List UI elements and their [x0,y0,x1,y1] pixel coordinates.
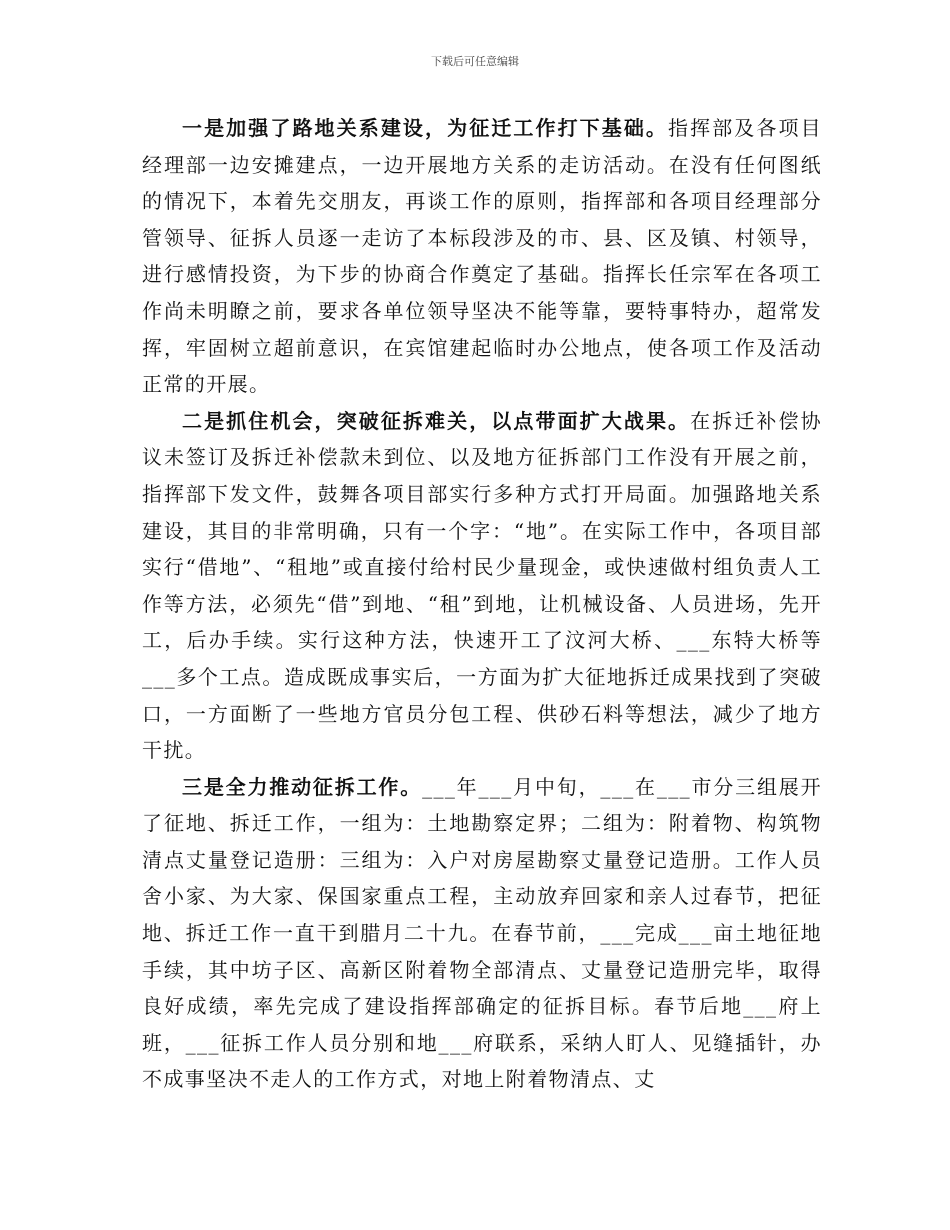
page-header-note: 下载后可任意编辑 [431,55,519,68]
paragraph-1 [142,110,822,403]
paragraph-3-heading: 三是全力推动征拆工作。 [182,774,423,799]
paragraph-1-text: 指挥部及各项目经理部一边安摊建点，一边开展地方关系的走访活动。在没有任何图纸的情况下，本着先交朋友，再谈工作的原则，指挥部和各项目经理部分管领导、征拆人员逐一走访了本标段涉及的市、县、区及镇、村领导，进行感情投资，为下步的协商合作奠定了基础。指挥长任宗军在各项工作尚未明瞭之前，要求各单位领导坚决不能等靠，要特事特办，超常发挥，牢固树立超前意识，在宾馆建起临时办公地点，使各项工作及活动正常的开展。 [142,116,822,397]
paragraph-2-heading: 二是抓住机会，突破征拆难关，以点带面扩大战果。 [182,408,691,433]
paragraph-2 [142,403,822,769]
document-body [142,110,822,1098]
paragraph-2-text: 在拆迁补偿协议未签订及拆迁补偿款未到位、以及地方征拆部门工作没有开展之前，指挥部下发文件，鼓舞各项目部实行多种方式打开局面。加强路地关系建设，其目的非常明确，只有一个字：“地”。在实际工作中，各项目部实行“借地”、“租地”或直接付给村民少量现金，或快速做村组负责人工作等方法，必须先“借”到地、“租”到地，让机械设备、人员进场，先开工，后办手续。实行这种方法，快速开工了汶河大桥、___东特大桥等___多个工点。造成既成事实后，一方面为扩大征地拆迁成果找到了突破口，一方面断了一些地方官员分包工程、供砂石料等想法，减少了地方干扰。 [142,408,823,763]
paragraph-3-text: ___年___月中旬，___在___市分三组展开了征地、拆迁工作，一组为：土地勘察定界；二组为：附着物、构筑物清点丈量登记造册：三组为：入户对房屋勘察丈量登记造册。工作人员舍小家、为大家、保国家重点工程，主动放弃回家和亲人过春节，把征地、拆迁工作一直干到腊月二十九。在春节前，___完成___亩土地征地手续，其中坊子区、高新区附着物全部清点、丈量登记造册完毕，取得良好成绩，率先完成了建设指挥部确定的征拆目标。春节后地___府上班，___征拆工作人员分别和地___府联系，采纳人盯人、见缝插针，办不成事坚决不走人的工作方式，对地上附着物清点、丈 [142,774,822,1092]
paragraph-3 [142,769,822,1098]
paragraph-1-heading: 一是加强了路地关系建设，为征迁工作打下基础。 [182,116,669,140]
